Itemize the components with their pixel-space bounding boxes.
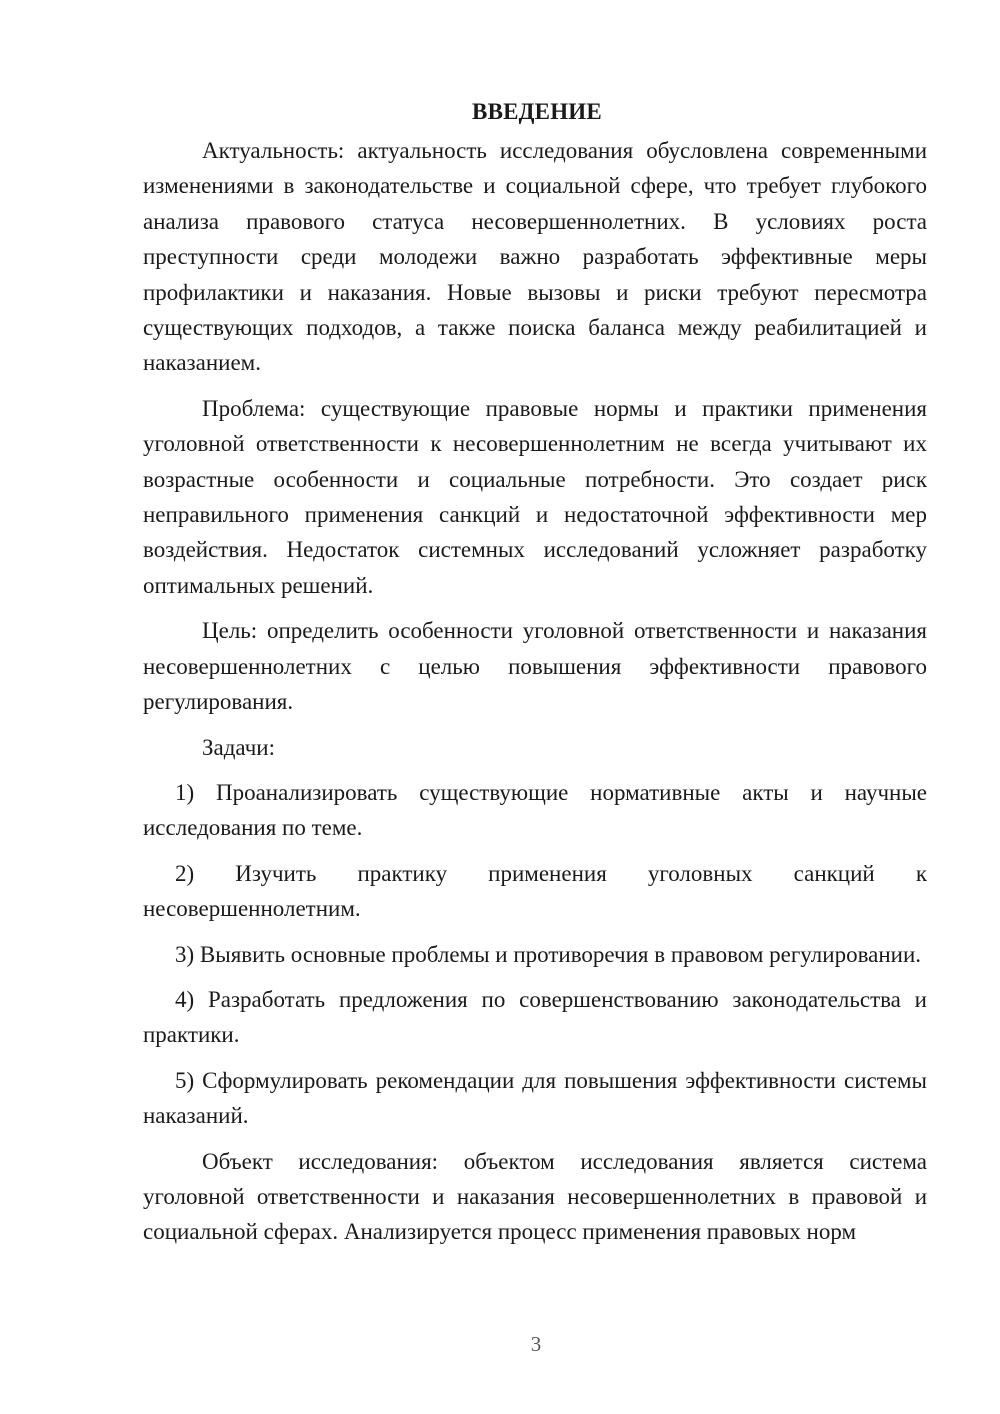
paragraph-relevance: Актуальность: актуальность исследования обусловлена современными изменениями в законодательстве и социальной сфере, что требует глубокого анализа правового статуса несовершеннолетних. В условиях роста преступности среди молодежи важно разработать эффективные меры профилактики и наказания. Новые вызовы и риски требуют пересмотра существующих подходов, а также поиска баланса между реабилитацией и наказанием. [143,138,927,376]
paragraph-object: Объект исследования: объектом исследования является система уголовной ответственности и наказания несовершеннолетних в правовой и социальной сферах. Анализируется процесс применения правовых норм [143,1148,927,1245]
task-item: 4) Разработать предложения по совершенствованию законодательства и практики. [143,986,927,1048]
task-item: 5) Сформулировать рекомендации для повышения эффективности системы наказаний. [143,1067,927,1129]
task-item: 3) Выявить основные проблемы и противоречия в правовом регулировании. [175,941,922,967]
paragraph-goal: Цель: определить особенности уголовной ответственности и наказания несовершеннолетних с целью повышения эффективности правового регулирования. [143,618,927,715]
page-number: 3 [530,1332,542,1356]
task-item: 1) Проанализировать существующие нормативные акты и научные исследования по теме. [143,779,927,841]
task-item: 2) Изучить практику применения уголовных санкций к несовершеннолетним. [143,860,927,922]
page-body [143,94,927,1260]
paragraph-problem: Проблема: существующие правовые нормы и практики применения уголовной ответственности к несовершеннолетним не всегда учитывают их возрастные особенности и социальные потребности. Это создает риск неправильного применения санкций и недостаточной эффективности мер воздействия. Недостаток системных исследований усложняет разработку оптимальных решений. [143,395,927,598]
section-heading: ВВЕДЕНИЕ [472,99,602,124]
tasks-label: Задачи: [202,734,275,760]
